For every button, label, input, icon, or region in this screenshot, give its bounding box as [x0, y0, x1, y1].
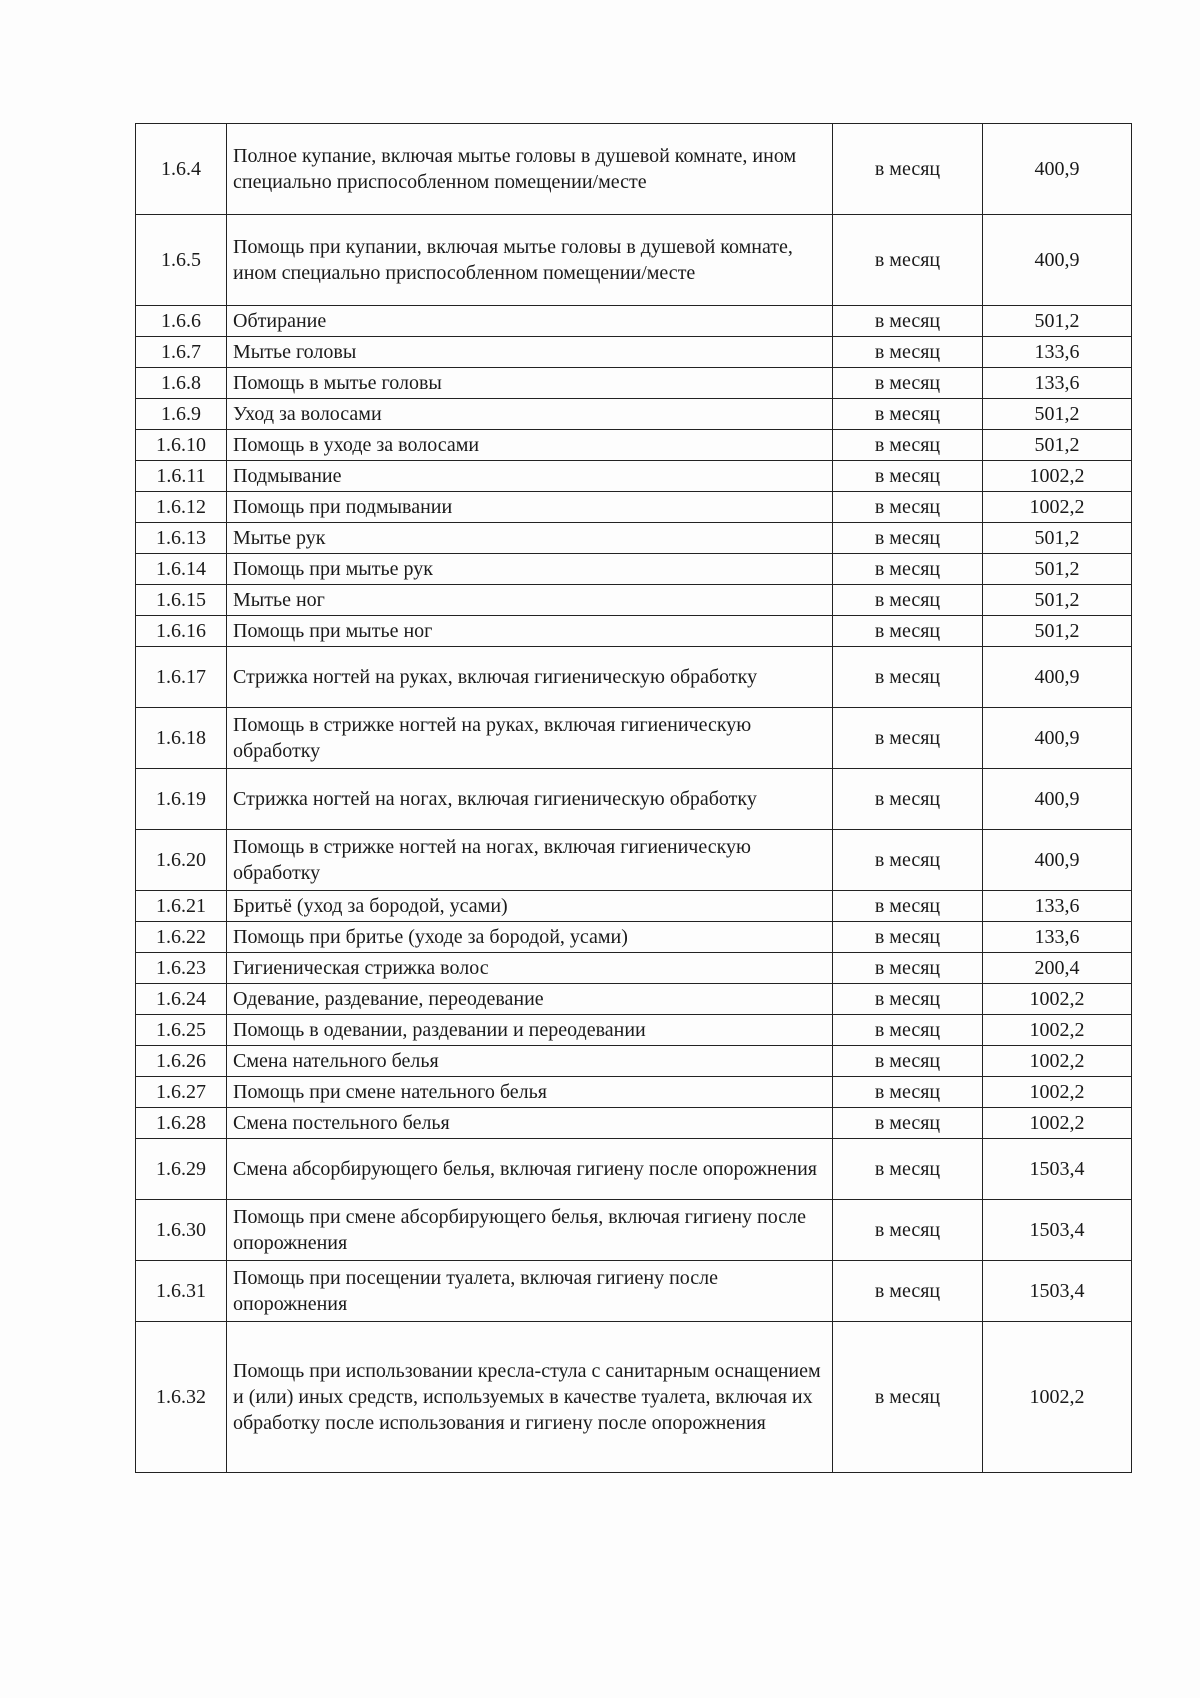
service-unit-cell: в месяц [833, 922, 983, 953]
service-unit-cell: в месяц [833, 585, 983, 616]
table-row [136, 554, 1132, 585]
service-unit-cell: в месяц [833, 1046, 983, 1077]
service-name-cell: Помощь при мытье рук [227, 554, 833, 585]
service-number-cell: 1.6.25 [136, 1015, 227, 1046]
service-price-cell: 501,2 [983, 554, 1132, 585]
service-number-cell: 1.6.24 [136, 984, 227, 1015]
service-price-cell: 400,9 [983, 830, 1132, 891]
service-unit-cell: в месяц [833, 830, 983, 891]
service-name-cell: Одевание, раздевание, переодевание [227, 984, 833, 1015]
service-price-cell: 1002,2 [983, 1015, 1132, 1046]
table-row [136, 461, 1132, 492]
service-price-cell: 1002,2 [983, 1108, 1132, 1139]
service-price-cell: 501,2 [983, 399, 1132, 430]
service-unit-cell: в месяц [833, 461, 983, 492]
table-row [136, 708, 1132, 769]
service-unit-cell: в месяц [833, 1200, 983, 1261]
service-name-cell: Помощь при бритье (уходе за бородой, усами) [227, 922, 833, 953]
service-name-cell: Помощь при купании, включая мытье головы в душевой комнате, ином специально приспособленном помещении/месте [227, 215, 833, 306]
table-row [136, 399, 1132, 430]
service-number-cell: 1.6.9 [136, 399, 227, 430]
service-name-cell: Смена абсорбирующего белья, включая гигиену после опорожнения [227, 1139, 833, 1200]
table-row [136, 1322, 1132, 1473]
service-price-cell: 1002,2 [983, 1077, 1132, 1108]
service-name-cell: Помощь в стрижке ногтей на ногах, включая гигиеническую обработку [227, 830, 833, 891]
service-unit-cell: в месяц [833, 399, 983, 430]
service-unit-cell: в месяц [833, 891, 983, 922]
service-name-cell: Помощь при смене нательного белья [227, 1077, 833, 1108]
service-unit-cell: в месяц [833, 306, 983, 337]
service-unit-cell: в месяц [833, 984, 983, 1015]
service-number-cell: 1.6.29 [136, 1139, 227, 1200]
service-number-cell: 1.6.20 [136, 830, 227, 891]
service-price-cell: 501,2 [983, 523, 1132, 554]
service-unit-cell: в месяц [833, 1139, 983, 1200]
service-price-cell: 1503,4 [983, 1139, 1132, 1200]
service-name-cell: Стрижка ногтей на руках, включая гигиеническую обработку [227, 647, 833, 708]
service-price-cell: 501,2 [983, 306, 1132, 337]
service-price-cell: 133,6 [983, 337, 1132, 368]
service-price-cell: 1002,2 [983, 492, 1132, 523]
service-unit-cell: в месяц [833, 616, 983, 647]
table-row [136, 492, 1132, 523]
table-row [136, 585, 1132, 616]
table-row [136, 368, 1132, 399]
table-row [136, 984, 1132, 1015]
service-number-cell: 1.6.18 [136, 708, 227, 769]
service-name-cell: Уход за волосами [227, 399, 833, 430]
service-price-cell: 133,6 [983, 922, 1132, 953]
service-price-cell: 1002,2 [983, 1046, 1132, 1077]
service-unit-cell: в месяц [833, 647, 983, 708]
service-name-cell: Мытье рук [227, 523, 833, 554]
service-number-cell: 1.6.23 [136, 953, 227, 984]
service-name-cell: Помощь в мытье головы [227, 368, 833, 399]
table-row [136, 1200, 1132, 1261]
table-row [136, 337, 1132, 368]
service-number-cell: 1.6.26 [136, 1046, 227, 1077]
service-price-cell: 1503,4 [983, 1200, 1132, 1261]
service-number-cell: 1.6.6 [136, 306, 227, 337]
service-unit-cell: в месяц [833, 1322, 983, 1473]
service-price-cell: 400,9 [983, 215, 1132, 306]
table-row [136, 1108, 1132, 1139]
service-number-cell: 1.6.17 [136, 647, 227, 708]
table-body [136, 124, 1132, 1473]
service-price-cell: 200,4 [983, 953, 1132, 984]
table-row [136, 523, 1132, 554]
service-name-cell: Помощь при смене абсорбирующего белья, включая гигиену после опорожнения [227, 1200, 833, 1261]
table-row [136, 1015, 1132, 1046]
service-price-cell: 501,2 [983, 585, 1132, 616]
service-number-cell: 1.6.7 [136, 337, 227, 368]
service-name-cell: Помощь в одевании, раздевании и переодевании [227, 1015, 833, 1046]
services-price-table [135, 123, 1132, 1473]
service-name-cell: Обтирание [227, 306, 833, 337]
service-unit-cell: в месяц [833, 430, 983, 461]
service-unit-cell: в месяц [833, 769, 983, 830]
service-name-cell: Мытье головы [227, 337, 833, 368]
table-row [136, 830, 1132, 891]
service-number-cell: 1.6.5 [136, 215, 227, 306]
service-number-cell: 1.6.8 [136, 368, 227, 399]
table-row [136, 124, 1132, 215]
service-number-cell: 1.6.13 [136, 523, 227, 554]
service-name-cell: Помощь в стрижке ногтей на руках, включая гигиеническую обработку [227, 708, 833, 769]
service-number-cell: 1.6.4 [136, 124, 227, 215]
service-name-cell: Помощь при подмывании [227, 492, 833, 523]
service-number-cell: 1.6.28 [136, 1108, 227, 1139]
table-row [136, 647, 1132, 708]
service-price-cell: 501,2 [983, 430, 1132, 461]
service-number-cell: 1.6.30 [136, 1200, 227, 1261]
service-unit-cell: в месяц [833, 554, 983, 585]
table-row [136, 891, 1132, 922]
table-row [136, 430, 1132, 461]
table-row [136, 1261, 1132, 1322]
service-price-cell: 501,2 [983, 616, 1132, 647]
service-unit-cell: в месяц [833, 1261, 983, 1322]
service-unit-cell: в месяц [833, 492, 983, 523]
service-price-cell: 1002,2 [983, 1322, 1132, 1473]
service-name-cell: Помощь при использовании кресла-стула с санитарным оснащением и (или) иных средств, используемых в качестве туалета, включая их обработку после использования и гигиену после опорожнения [227, 1322, 833, 1473]
service-name-cell: Помощь при посещении туалета, включая гигиену после опорожнения [227, 1261, 833, 1322]
service-name-cell: Смена постельного белья [227, 1108, 833, 1139]
service-price-cell: 133,6 [983, 891, 1132, 922]
table-row [136, 953, 1132, 984]
service-price-cell: 1503,4 [983, 1261, 1132, 1322]
service-name-cell: Полное купание, включая мытье головы в душевой комнате, ином специально приспособленном помещении/месте [227, 124, 833, 215]
service-price-cell: 133,6 [983, 368, 1132, 399]
service-number-cell: 1.6.15 [136, 585, 227, 616]
service-number-cell: 1.6.16 [136, 616, 227, 647]
service-name-cell: Бритьё (уход за бородой, усами) [227, 891, 833, 922]
service-name-cell: Подмывание [227, 461, 833, 492]
service-price-cell: 1002,2 [983, 461, 1132, 492]
service-price-cell: 400,9 [983, 647, 1132, 708]
service-unit-cell: в месяц [833, 708, 983, 769]
table-row [136, 1046, 1132, 1077]
table-row [136, 1077, 1132, 1108]
service-number-cell: 1.6.21 [136, 891, 227, 922]
service-price-cell: 400,9 [983, 769, 1132, 830]
service-number-cell: 1.6.27 [136, 1077, 227, 1108]
service-unit-cell: в месяц [833, 1015, 983, 1046]
table-row [136, 1139, 1132, 1200]
service-unit-cell: в месяц [833, 124, 983, 215]
service-price-cell: 400,9 [983, 708, 1132, 769]
service-name-cell: Помощь при мытье ног [227, 616, 833, 647]
service-number-cell: 1.6.22 [136, 922, 227, 953]
service-unit-cell: в месяц [833, 1108, 983, 1139]
service-price-cell: 400,9 [983, 124, 1132, 215]
service-number-cell: 1.6.31 [136, 1261, 227, 1322]
service-name-cell: Мытье ног [227, 585, 833, 616]
service-name-cell: Помощь в уходе за волосами [227, 430, 833, 461]
service-number-cell: 1.6.11 [136, 461, 227, 492]
service-unit-cell: в месяц [833, 337, 983, 368]
service-price-cell: 1002,2 [983, 984, 1132, 1015]
service-number-cell: 1.6.12 [136, 492, 227, 523]
service-unit-cell: в месяц [833, 215, 983, 306]
service-unit-cell: в месяц [833, 1077, 983, 1108]
service-unit-cell: в месяц [833, 953, 983, 984]
table-row [136, 215, 1132, 306]
service-unit-cell: в месяц [833, 368, 983, 399]
table-row [136, 616, 1132, 647]
service-name-cell: Гигиеническая стрижка волос [227, 953, 833, 984]
service-unit-cell: в месяц [833, 523, 983, 554]
service-number-cell: 1.6.32 [136, 1322, 227, 1473]
service-name-cell: Смена нательного белья [227, 1046, 833, 1077]
table-row [136, 306, 1132, 337]
service-number-cell: 1.6.19 [136, 769, 227, 830]
service-number-cell: 1.6.10 [136, 430, 227, 461]
service-name-cell: Стрижка ногтей на ногах, включая гигиеническую обработку [227, 769, 833, 830]
service-number-cell: 1.6.14 [136, 554, 227, 585]
table-row [136, 769, 1132, 830]
table-row [136, 922, 1132, 953]
